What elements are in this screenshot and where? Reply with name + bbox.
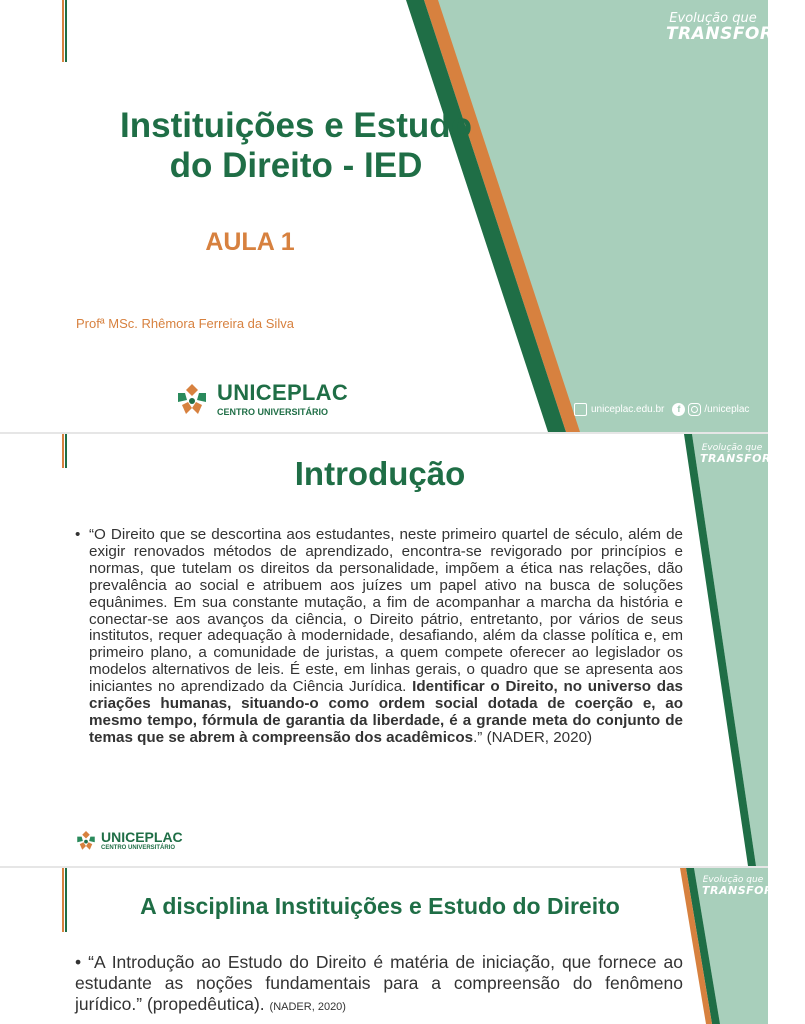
facebook-icon[interactable]: f <box>672 403 685 416</box>
brand-slogan: Evolução que TRANSFORMA <box>700 443 792 466</box>
slide-decoration <box>0 0 805 432</box>
uniceplac-flower-icon <box>76 830 96 852</box>
intro-quote <box>75 527 683 747</box>
uniceplac-flower-icon <box>176 383 208 417</box>
uniceplac-logo <box>176 382 348 418</box>
lesson-label: AULA 1 <box>205 228 295 256</box>
contact-footer <box>574 403 749 416</box>
quote-highlight: Identificar o Direito, no universo das criações humanas, situando-o como ordem social dotada de coerção e, ao mesmo tempo, fórmula de garantia da liberdade, é a grande meta do conjunto de temas que se abrem à compreensão dos acadêmicos <box>89 678 683 746</box>
logo-name: UNICEPLAC <box>217 380 349 405</box>
accent-bar <box>62 434 67 468</box>
quote-text: “O Direito que se descortina aos estudantes, neste primeiro quartel de século, além de exigir renovados métodos de aprendizado, encontra-se revigorado por princípios e normas, que tutelam os direitos da personalidade, impõem a ética nas relações, dão prevalência ao social e atribuem aos juízes um papel ativo na busca de soluções equânimes. Em sua constante mutação, a fim de acompanhar a marcha da história e conectar-se aos avanços da ciência, o Direito pátrio, entretanto, por vários de seus institutos, requer adequação à modernidade, desafiando, além da classe política e, em primeiro plano, a comunidade de juristas, a quem compete oferecer ao legislador os modelos alternativos de leis. É este, em linhas gerais, o quadro que se apresenta aos iniciantes no aprendizado da Ciência Jurídica. <box>89 526 683 696</box>
title-slide <box>0 0 805 432</box>
quote-text: “A Introdução ao Estudo do Direito é matéria de iniciação, que fornece ao estudante as noções fundamentais para a compreensão do fenômeno jurídico.” (propedêutica). <box>75 952 683 1014</box>
website-link[interactable]: uniceplac.edu.br <box>591 404 665 415</box>
accent-bar <box>62 868 67 932</box>
professor-name: Profª MSc. Rhêmora Ferreira da Silva <box>76 316 294 331</box>
slide-title: Introdução <box>294 455 466 492</box>
website-icon <box>574 403 587 416</box>
bullet: • <box>75 526 81 543</box>
brand-slogan: Evolução que TRANSFORMA <box>702 875 794 898</box>
quote-source: (NADER, 2020) <box>269 1001 346 1013</box>
slide-title: A disciplina Instituições e Estudo do Direito <box>140 893 620 919</box>
instagram-icon[interactable] <box>688 403 701 416</box>
logo-subtitle: CENTRO UNIVERSITÁRIO <box>101 845 176 851</box>
quote-citation: .” (NADER, 2020) <box>473 728 593 746</box>
accent-bar <box>62 0 67 62</box>
presentation-title: Instituições e Estudo do Direito - IED <box>120 106 472 185</box>
uniceplac-logo <box>76 830 183 852</box>
discipline-quote <box>75 952 683 1018</box>
logo-name: UNICEPLAC <box>101 829 183 845</box>
social-handle[interactable]: /uniceplac <box>704 404 750 415</box>
brand-slogan: Evolução que TRANSFORMA <box>666 11 805 44</box>
bullet: • <box>75 952 82 972</box>
logo-subtitle: CENTRO UNIVERSITÁRIO <box>217 407 329 417</box>
